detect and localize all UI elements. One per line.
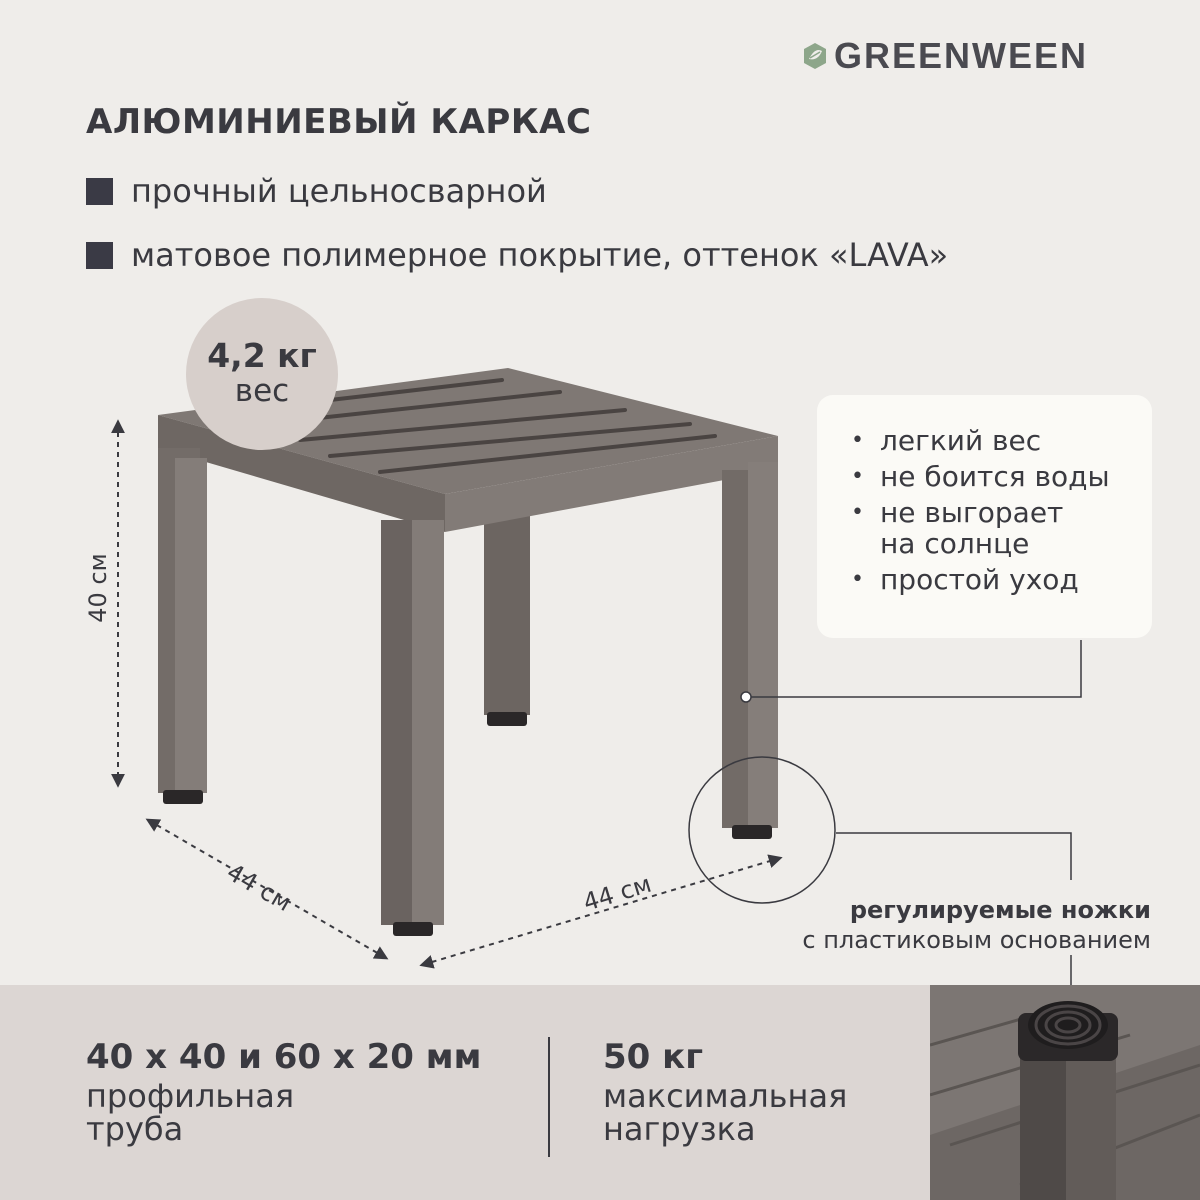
table-illustration (158, 368, 778, 936)
spec-load (603, 1037, 848, 1149)
depth-dimension-label: 44 см (222, 858, 297, 917)
feature-text: прочный цельносварной (131, 172, 547, 210)
width-dimension-label: 44 см (580, 869, 655, 917)
feet-title: регулируемые ножки (849, 896, 1151, 924)
benefit-item: • простой уход (851, 564, 1132, 595)
feet-label (802, 895, 1151, 955)
brand-name: GREENWEEN (834, 35, 1089, 76)
feet-connector-line (836, 833, 1071, 880)
spec-value: 50 кг (603, 1037, 703, 1077)
feature-text: матовое полимерное покрытие, оттенок «LAVA» (131, 236, 949, 274)
connector-dot (741, 692, 751, 702)
benefits-card (817, 395, 1152, 638)
spec-caption: нагрузка (603, 1110, 756, 1149)
spec-caption: труба (86, 1110, 184, 1149)
specs-divider (548, 1037, 550, 1157)
benefits-connector-line (746, 640, 1081, 697)
spec-value: 40 х 40 и 60 х 20 мм (86, 1037, 482, 1077)
page-title: АЛЮМИНИЕВЫЙ КАРКАС (86, 102, 592, 142)
feet-subtitle: с пластиковым основанием (802, 926, 1151, 954)
weight-value: 4,2 кг (207, 336, 317, 376)
spec-caption: максимальная (603, 1076, 848, 1115)
benefit-item: • легкий вес (851, 425, 1132, 456)
benefit-item: • не выгорает на солнце (851, 497, 1070, 559)
spec-profile (86, 1037, 482, 1149)
spec-caption: профильная (86, 1076, 295, 1115)
weight-caption: вес (234, 373, 290, 410)
benefit-item: • не боится воды (851, 461, 1132, 492)
height-dimension-label: 40 см (84, 553, 112, 623)
weight-badge (186, 298, 338, 450)
foot-closeup-photo (930, 985, 1200, 1200)
